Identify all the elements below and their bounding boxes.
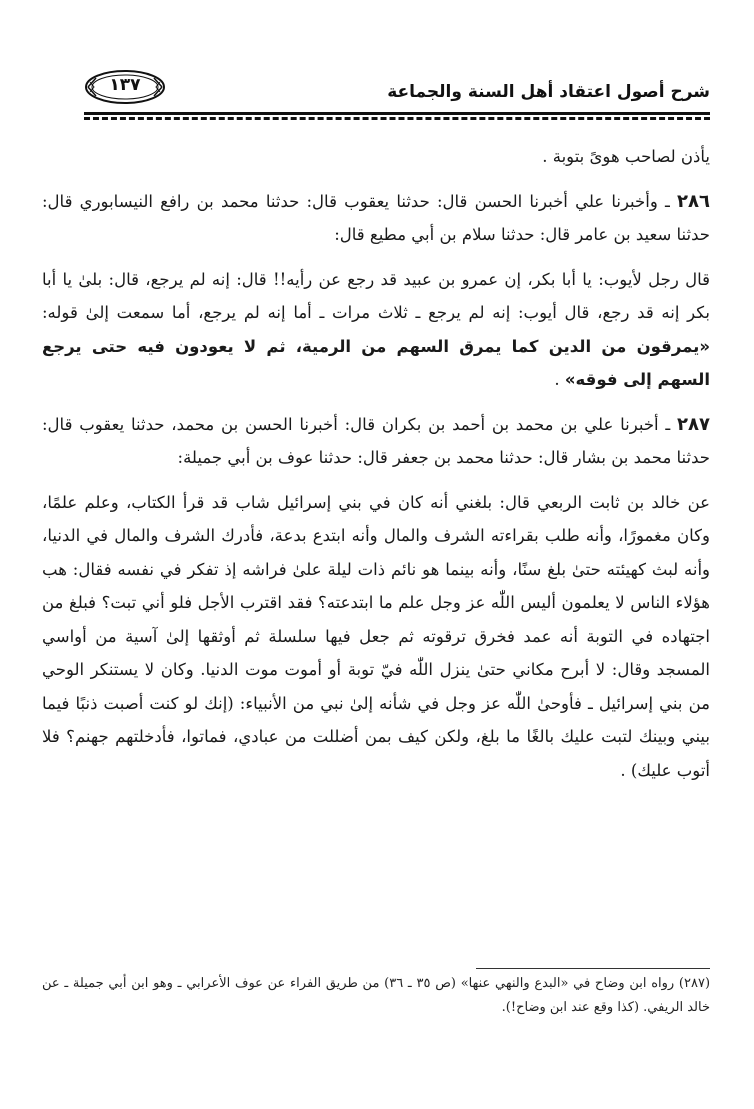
- paragraph: يأذن لصاحب هوىً بتوبة .: [542, 147, 710, 166]
- main-text: [42, 140, 710, 798]
- header-rule: [84, 112, 710, 115]
- page-number-badge: [84, 68, 166, 106]
- paragraph: عن خالد بن ثابت الربعي قال: بلغني أنه كان في بني إسرائيل شاب قد قرأ الكتاب، وعلم علمًا، وكان مغمورًا، وأنه طلب بقراءته الشرف والمال وأنه ابتدع بدعة، فأدرك الشرف والمال في الدنيا، وأنه لبث كهيئته حتىٰ بلغ سنًا، وأنه بينما هو نائم ذات ليلة علىٰ فراشه إذ تفكر في نفسه فقال: هب هؤلاء الناس لا يعلمون أليس اللّٰه عز وجل علم ما ابتدعته؟ فقد اقترب الأجل فلو أني تبت؟ فبلغ من اجتهاده في التوبة أنه عمد فخرق ترقوته ثم جعل فيها سلسلة ثم أوثقها إلىٰ آسية من أواسي المسجد وقال: لا أبرح مكاني حتىٰ ينزل اللّٰه فيّ توبة أو أموت موت الدنيا. وكان لا يستنكر الوحي من بني إسرائيل ـ فأوحىٰ اللّٰه عز وجل في شأنه إلىٰ نبي من الأنبياء: (إنك لو كنت أصبت ذنبًا فيما بيني وبينك لتبت عليك بالغًا ما بلغ، ولكن كيف بمن أضللت من عبادي، فماتوا، فأدخلتهم جهنم؟ فلا أتوب عليك) .: [42, 492, 710, 780]
- hadith-quote: «يمرقون من الدين كما يمرق السهم من الرمية، ثم لا يعودون فيه حتى يرجع السهم إلى فوقه»: [42, 336, 710, 389]
- paragraph-286: ٢٨٦ ـ وأخبرنا علي أخبرنا الحسن قال: حدثنا يعقوب قال: حدثنا محمد بن رافع النيسابوري قال: حدثنا سعيد بن عامر قال: حدثنا سلام بن أبي مطيع قال:: [42, 190, 710, 244]
- footnote-separator: [476, 968, 710, 969]
- page-number: ١٣٧: [109, 75, 141, 95]
- paragraph: قال رجل لأيوب: يا أبا بكر، إن عمرو بن عبيد قد رجع عن رأيه!! قال: إنه لم يرجع، قال: بلىٰ يا أبا بكر إنه قد رجع، قال أيوب: إنه لم يرجع ـ ثلاث مرات ـ أما إنه لم يرجع، أما سمعت إلىٰ قوله: «يمرقون من الدين كما يمرق السهم من الرمية، ثم لا يعودون فيه حتى يرجع السهم إلى فوقه» .: [42, 269, 710, 389]
- paragraph-287: ٢٨٧ ـ أخبرنا علي بن محمد بن أحمد بن بكران قال: أخبرنا الحسن بن محمد، حدثنا يعقوب قال: حدثنا محمد بن بشار قال: حدثنا محمد بن جعفر قال: حدثنا عوف بن أبي جميلة:: [42, 413, 710, 467]
- running-title: شرح أصول اعتقاد أهل السنة والجماعة: [387, 82, 710, 102]
- narration-number: ٢٨٧: [677, 413, 710, 435]
- narration-number: ٢٨٦: [677, 190, 710, 212]
- page-header: [84, 68, 710, 112]
- header-dashed-rule: [84, 117, 710, 120]
- footnote: (٢٨٧) رواه ابن وضاح في «البدع والنهي عنها» (ص ٣٥ ـ ٣٦) من طريق الفراء عن عوف الأعرابي ـ وهو ابن أبي جميلة ـ عن خالد الريفي. (كذا وقع عند ابن وضاح!).: [42, 976, 711, 1015]
